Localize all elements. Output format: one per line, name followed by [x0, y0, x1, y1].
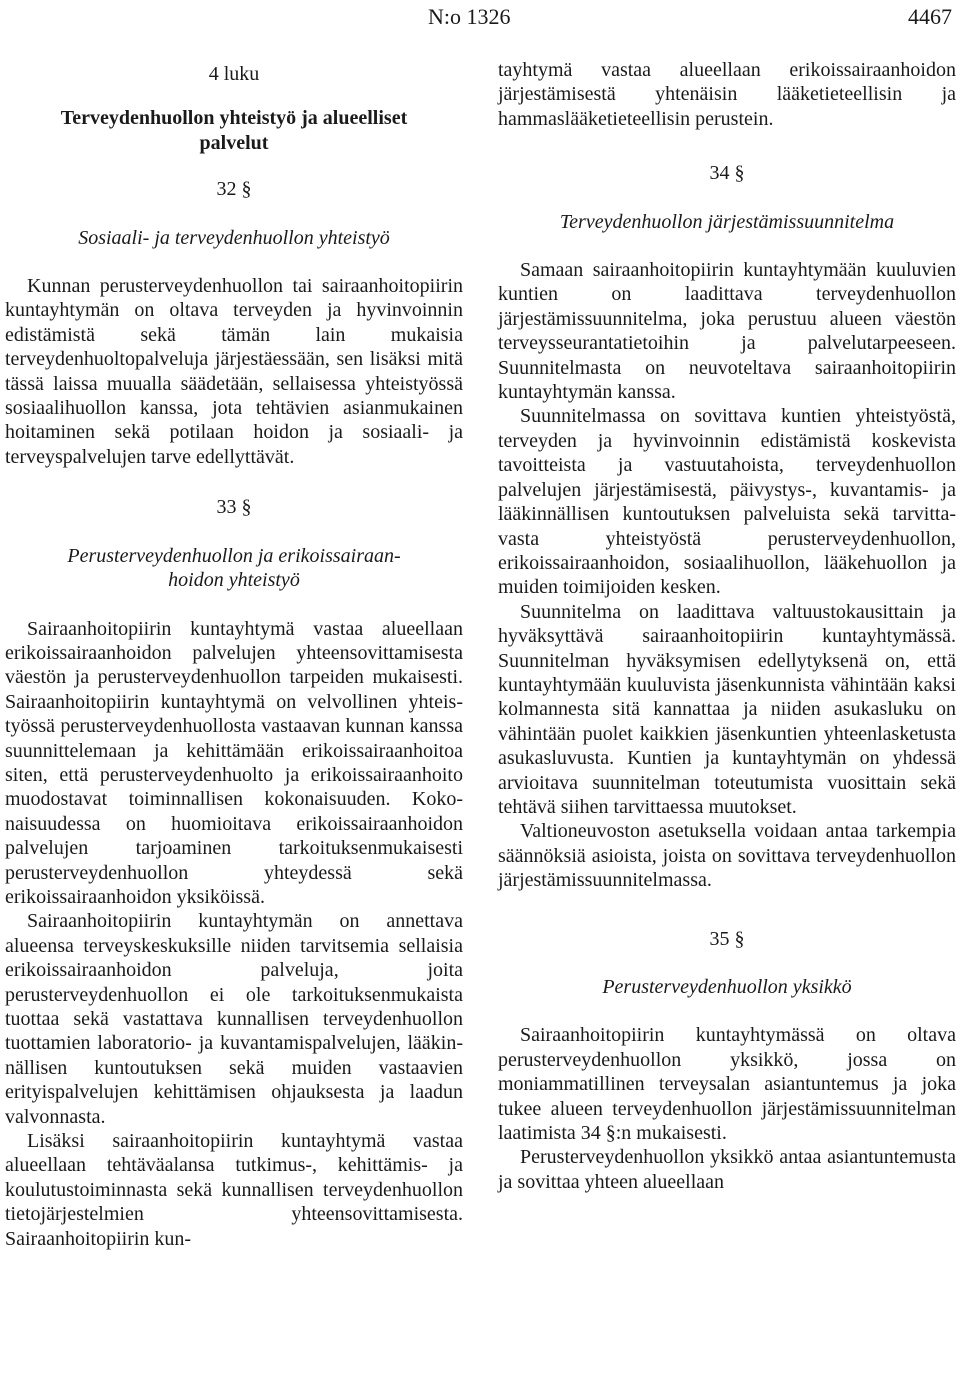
section-title-35: Perusterveydenhuollon yksikkö	[602, 976, 852, 998]
page-number: 4467	[908, 4, 952, 29]
section-33-paragraph-2: Sairaanhoitopiirin kuntayhtymän on annettava alueensa terveyskeskuksille niiden tarvitsemia sellaisia erikoissairaanhoidon palveluja, joita perusterveydenhuollon ei ole tarkoituksenmukaista tuottaa sekä vastattava kunnallisen terveydenhuollon tuottamien laboratorio- ja kuvantamispalvelujen, lääkinnällisen kuntoutuksen sekä muiden vastaavien erityispalvelujen kehittämisen ohjauksesta ja laadun valvonnasta.	[5, 910, 463, 1128]
section-35-paragraph-1: Sairaanhoitopiirin kuntayhtymässä on oltava perusterveydenhuollon yksikkö, jossa on moniammatillinen terveysalan asiantuntemus ja joka tukee alueen terveydenhuollon järjestämissuunnitelman laatimista 34 §:n mukaisesti.	[498, 1024, 956, 1145]
chapter-label: 4 luku	[208, 63, 260, 85]
right-column	[498, 58, 956, 1194]
page-number-header: N:o 1326	[428, 4, 511, 29]
section-32-paragraph: Kunnan perusterveydenhuollon tai sairaanhoitopiirin kuntayhtymän on oltava terveyden ja hyvinvoinnin edistämistä sekä tämän lain mukaisia terveydenhuoltopalveluja järjestäessään, sen lisäksi mitä tässä laissa muualla säädetään, sellaisessa yhteistyössä sosiaalihuollon kanssa, jota tehtävien asianmukainen hoitaminen sekä potilaan hoidon ja sosiaali- ja terveyspalvelujen tarve edellyttävät.	[5, 275, 463, 468]
section-number-33: 33 §	[216, 496, 252, 519]
section-33-paragraph-3: Lisäksi sairaanhoitopiirin kuntayhtymä vastaa alueellaan tehtäväalansa tutkimus-, kehittämis- ja koulutustoiminnasta sekä kunnallisen terveydenhuollon tietojärjestelmien yhteensovittamisesta. Sairaanhoitopiirin kun-	[5, 1130, 463, 1250]
section-34-paragraph-4: Valtioneuvoston asetuksella voidaan antaa tarkempia säännöksiä asioista, joista on sovittava terveydenhuollon järjestämissuunnitelmassa.	[498, 820, 956, 892]
section-34-paragraph-3: Suunnitelma on laadittava valtuustokausittain ja hyväksyttävä sairaanhoitopiirin kuntayhtymässä. Suunnitelman hyväksymisen edellytyksenä on, että kuntayhtymään kuuluvista jäsenkunnista vähintään kaksi kolmannesta sitä kannattaa ja niiden asukasluku on vähintään puolet kaikkien jäsenkuntien yhteenlasketusta asukasluvusta. Kuntien ja kuntayhtymän on yhdessä arvioitava suunnitelman toteutumista vuosittain sekä tehtävä siihen tarvittaessa muutokset.	[498, 600, 956, 818]
section-number-34: 34 §	[709, 162, 745, 185]
section-number-35: 35 §	[709, 927, 745, 950]
section-title-33: Perusterveydenhuollon ja erikoissairaan- hoidon yhteistyö	[67, 544, 401, 592]
section-33-paragraph-1: Sairaanhoitopiirin kuntayhtymä vastaa alueellaan erikoissairaanhoidon palvelujen yhteensovittamisesta väestön ja perusterveydenhuollon tarpeiden mukaisesti. Sairaanhoitopiirin kuntayhtymä on velvollinen yhteistyössä perusterveydenhuollosta vastaavan kunnan kanssa suunnittelemaan ja kehittämään erikoissairaanhoitoa siten, että perusterveydenhuolto ja erikoissairaanhoito muodostavat toiminnallisen kokonaisuuden. Kokonaisuudessa on huomioitava erikoissairaanhoidon palvelujen tarjoaminen tarkoituksenmukaisesti perusterveydenhuollon yhteydessä sekä erikoissairaanhoidon yksiköissä.	[5, 617, 463, 908]
section-33-paragraph-3-continued: tayhtymä vastaa alueellaan erikoissairaanhoidon järjestämisestä yhtenäisin lääketieteellisin ja hammaslääketieteellisin perustein.	[498, 59, 956, 130]
chapter-title: Terveydenhuollon yhteistyö ja alueelliset palvelut	[60, 107, 408, 154]
section-35-paragraph-2: Perusterveydenhuollon yksikkö antaa asiantuntemusta ja sovittaa yhteen alueellaan	[498, 1146, 956, 1193]
left-column	[5, 58, 463, 1251]
section-34-paragraph-1: Samaan sairaanhoitopiirin kuntayhtymään kuuluvien kuntien on laadittava terveydenhuollon järjestämissuunnitelma, joka perustuu alueen väestön terveysseurantatietoihin ja palvelutarpeeseen. Suunnitelmasta on neuvoteltava sairaanhoitopiirin kuntayhtymän kanssa.	[498, 259, 956, 404]
section-title-34: Terveydenhuollon järjestämissuunnitelma	[559, 210, 895, 233]
section-34-paragraph-2: Suunnitelmassa on sovittava kuntien yhteistyöstä, terveyden ja hyvinvoinnin edistämistä koskevista tavoitteista ja vastuutahoista, terveydenhuollon palvelujen järjestämisestä, päivystys-, kuvantamis- ja lääkinnällisen kuntoutuksen palveluista sekä tarvittavasta yhteistyöstä perusterveydenhuollon, erikoissairaanhoidon, sosiaalihuollon, lääkehuollon ja muiden toimijoiden kesken.	[498, 405, 956, 599]
section-number-32: 32 §	[216, 178, 252, 201]
section-title-32: Sosiaali- ja terveydenhuollon yhteistyö	[78, 226, 390, 249]
